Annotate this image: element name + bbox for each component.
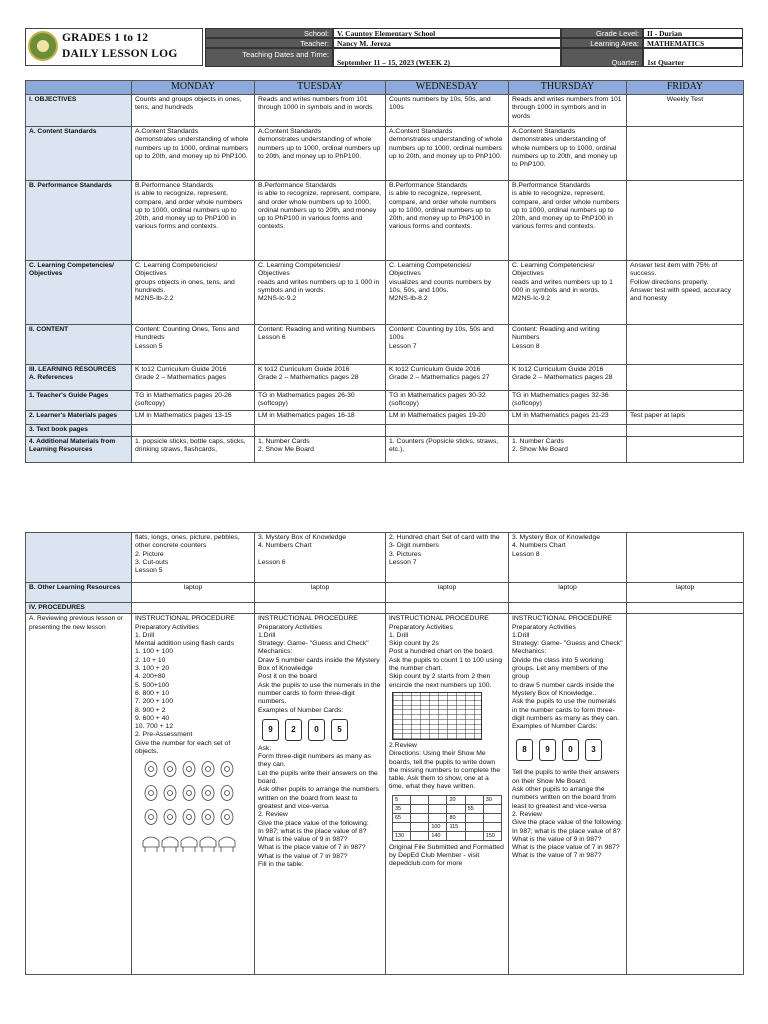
- mini-table-cell: [483, 813, 501, 822]
- mini-table-cell: 5: [393, 795, 411, 804]
- cell-thursday: A.Content Standards demonstrates understanding of whole numbers up to 1000, ordinal numbers up to 20th, and money up to PhP100.: [509, 127, 627, 181]
- mini-table-cell: [483, 822, 501, 831]
- cell-wednesday: LM in Mathematics pages 19-20: [386, 410, 509, 424]
- counting-object-shape: [183, 762, 195, 777]
- lesson-log-table-objectives: [25, 80, 744, 463]
- mini-table-cell: [465, 795, 483, 804]
- cell-friday: [627, 391, 744, 411]
- counting-object-shape: [164, 810, 176, 825]
- counting-object-shape: [164, 786, 176, 801]
- deped-seal-icon: [28, 31, 58, 61]
- counting-object-shape: [168, 791, 173, 796]
- cell-tuesday: TG in Mathematics pages 26-30 (softcopy): [255, 391, 386, 411]
- cell-wednesday: TG in Mathematics pages 30-32 (softcopy): [386, 391, 509, 411]
- mini-table-cell: 65: [393, 813, 411, 822]
- table-row: [26, 325, 744, 365]
- review-friday: [627, 614, 744, 975]
- table-row: [26, 95, 744, 127]
- materials-cont-monday: flats, longs, ones, picture, pebbles, other concrete counters 2. Picture 3. Cut-outs Lesson 5: [132, 533, 255, 583]
- table-row: [26, 391, 744, 411]
- table-row: [26, 365, 744, 391]
- counting-object-shape: [187, 815, 192, 820]
- mini-table-cell: [411, 804, 429, 813]
- review-wednesday-credit: Original File Submitted and Formatted by DepEd Club Member - visit depedclub.com for more: [389, 843, 504, 868]
- number-card: 0: [308, 719, 325, 741]
- counting-object-shape: [225, 815, 230, 820]
- table-row: [26, 127, 744, 181]
- cell-wednesday: A.Content Standards demonstrates understanding of whole numbers up to 1000, ordinal numbers up to 20th, and money up to PhP100.: [386, 127, 509, 181]
- mini-table-cell: 130: [393, 831, 411, 840]
- table-row: [26, 424, 744, 436]
- cell-friday: [627, 365, 744, 391]
- mini-table-cell: 20: [447, 795, 465, 804]
- log-title-grades: GRADES 1 to 12: [62, 32, 149, 44]
- mini-table-cell: [429, 813, 447, 822]
- cell-friday: [627, 325, 744, 365]
- cell-wednesday: Content: Counting by 10s, 50s and 100s Lesson 7: [386, 325, 509, 365]
- review-monday-text: INSTRUCTIONAL PROCEDURE Preparatory Activities 1. Drill Mental addition using flash cards 1. 100 + 100 2. 10 + 10 3. 100 + 20 4. 200+80 5. 500+100 6. 800 + 10 7. 200 + 100 8. 900 + 2 9. 600 + 40 10. 700 + 12 2. Pre-Assessment Give the number for each set of objects.: [135, 615, 235, 756]
- cell-friday: [627, 436, 744, 462]
- row-label-reviewing: A. Reviewing previous lesson or presenting the new lesson: [26, 614, 132, 975]
- cell-monday: LM in Mathematics pages 13-15: [132, 410, 255, 424]
- cell-thursday: TG in Mathematics pages 32-36 (softcopy): [509, 391, 627, 411]
- grade-level-value: II - Durian: [643, 28, 743, 38]
- review-wednesday-text-a: INSTRUCTIONAL PROCEDURE Preparatory Activities 1. Drill Skip count by 2s Post a hundred chart on the board. Ask the pupils to count 1 to 100 using the number chart. Skip count by 2 starts from 2 then encircle the next numbers up 100.: [389, 615, 502, 689]
- table-row: [26, 603, 744, 614]
- grade-level-label: Grade Level:: [561, 28, 643, 38]
- row-label: A. Content Standards: [26, 127, 132, 181]
- cell-monday: Counts and groups objects in ones, tens, and hundreds: [132, 95, 255, 127]
- review-thursday-text-a: INSTRUCTIONAL PROCEDURE Preparatory Activities 1.Drill Strategy: Game- "Guess and Check" Mechanics: Divide the class into 5 working groups. Let any members of the group to draw 5 number cards inside the Mystery Box of Knowledge.. Ask the pupils to use the numerals in the number cards to form three- digit numbers as many as they can. Examples of Number Cards:: [512, 615, 623, 731]
- procedures-tuesday: [255, 603, 386, 614]
- row-label: 2. Learner's Materials pages: [26, 410, 132, 424]
- animal-shape: [162, 837, 178, 852]
- cell-tuesday: K to12 Curriculum Guide 2016 Grade 2 – Mathematics pages 28: [255, 365, 386, 391]
- review-thursday: [509, 614, 627, 975]
- cell-friday: Weekly Test: [627, 95, 744, 127]
- other-resources-monday: laptop: [132, 583, 255, 603]
- counting-object-shape: [145, 762, 157, 777]
- counting-object-shape: [206, 815, 211, 820]
- mini-table-cell: [429, 795, 447, 804]
- procedures-wednesday: [386, 603, 509, 614]
- cell-thursday: C. Learning Competencies/ Objectives reads and writes numbers up to 1 000 in symbols and in words. M2NS-Ic-9.2: [509, 261, 627, 325]
- row-label-other-resources: B. Other Learning Resources: [26, 583, 132, 603]
- mini-table-cell: [411, 822, 429, 831]
- cell-monday: A.Content Standards demonstrates understanding of whole numbers up to 1000, ordinal numbers up to 20th, and money up to PhP100.: [132, 127, 255, 181]
- review-tuesday-text-b: Ask: Form three-digit numbers as many as they can. Let the pupils write their answers on the board. Ask other pupils to arrange the numbers written on the board from least to greatest and vice-versa 2. Review Give the place value of the following: In 987; what is the place value of 8? What is the value of 9 in 987? What is the place value of 7 in 987? What is the value of 7 in 987? Fill in the table:: [258, 744, 379, 869]
- mini-table-cell: [429, 804, 447, 813]
- table-row: [26, 614, 744, 975]
- cell-wednesday: 1. Counters (Popsicle sticks, straws, etc.),: [386, 436, 509, 462]
- cell-tuesday: LM in Mathematics pages 16-18: [255, 410, 386, 424]
- counting-object-shape: [183, 786, 195, 801]
- number-card: 2: [285, 719, 302, 741]
- number-card: 5: [331, 719, 348, 741]
- cell-wednesday: Counts numbers by 10s, 50s, and 100s: [386, 95, 509, 127]
- animal-shape: [200, 837, 216, 852]
- counting-object-shape: [225, 791, 230, 796]
- header-info-grid: [205, 28, 743, 67]
- counting-object-shape: [221, 810, 233, 825]
- cell-thursday: B.Performance Standards is able to recognize, represent, compare, and order whole numbers up to 1000, ordinal numbers up to 20th, and money up to PhP100 in various forms and contexts.: [509, 181, 627, 261]
- mini-table-cell: 100: [429, 822, 447, 831]
- review-wednesday: [386, 614, 509, 975]
- dates-value: September 11 – 15, 2023 (WEEK 2): [333, 48, 561, 67]
- row-label: II. CONTENT: [26, 325, 132, 365]
- mini-table-cell: [447, 831, 465, 840]
- row-label: I. OBJECTIVES: [26, 95, 132, 127]
- dates-label: Teaching Dates and Time:: [205, 48, 333, 67]
- table-row: [26, 436, 744, 462]
- lesson-log-header: [25, 28, 743, 78]
- teacher-value: Nancy M. Jereza: [333, 38, 561, 48]
- counting-object-shape: [145, 810, 157, 825]
- counting-object-shape: [225, 767, 230, 772]
- cell-tuesday: Reads and writes numbers from 101 through 1000 in symbols and in words: [255, 95, 386, 127]
- row-label-materials-cont: [26, 533, 132, 583]
- mini-table-row: [393, 831, 502, 840]
- review-tuesday: [255, 614, 386, 975]
- procedures-thursday: [509, 603, 627, 614]
- cell-friday: [627, 181, 744, 261]
- table-row: [26, 410, 744, 424]
- mini-table-cell: 35: [393, 804, 411, 813]
- mini-table-row: [393, 822, 502, 831]
- review-monday: [132, 614, 255, 975]
- cell-monday: 1. popsicle sticks, bottle caps, sticks, drinking straws, flashcards,: [132, 436, 255, 462]
- cell-thursday: LM in Mathematics pages 21-23: [509, 410, 627, 424]
- cell-wednesday: [386, 424, 509, 436]
- counting-object-shape: [183, 810, 195, 825]
- cell-friday: [627, 424, 744, 436]
- day-header-thursday: THURSDAY: [509, 81, 627, 95]
- other-resources-friday: laptop: [627, 583, 744, 603]
- cell-monday: B.Performance Standards is able to recognize, represent, compare, and order whole numbers up to 1000, ordinal numbers up to 20th, and money up to PhP100 in various forms and contexts.: [132, 181, 255, 261]
- counting-object-shape: [206, 791, 211, 796]
- objectives-table-body: [26, 95, 744, 463]
- mini-table-cell: [465, 831, 483, 840]
- counting-objects-illustration: [137, 759, 249, 857]
- table-row: [26, 533, 744, 583]
- mini-table-cell: 115: [447, 822, 465, 831]
- row-label-procedures: IV. PROCEDURES: [26, 603, 132, 614]
- learning-area-value: MATHEMATICS: [643, 38, 743, 48]
- mini-table-cell: 80: [447, 813, 465, 822]
- animal-shape: [181, 837, 197, 852]
- number-card: 9: [539, 739, 556, 761]
- other-resources-wednesday: laptop: [386, 583, 509, 603]
- cell-tuesday: 1. Number Cards 2. Show Me Board: [255, 436, 386, 462]
- cell-wednesday: B.Performance Standards is able to recognize, represent, compare, and order whole numbers up to 1000, ordinal numbers up to 20th, and money up to PhP100 in various forms and contexts.: [386, 181, 509, 261]
- log-title-daily: DAILY LESSON LOG: [62, 48, 178, 60]
- row-label: B. Performance Standards: [26, 181, 132, 261]
- counting-object-shape: [221, 786, 233, 801]
- cell-thursday: Content: Reading and writing Numbers Lesson 8: [509, 325, 627, 365]
- review-thursday-text-b: Tell the pupils to write their answers on their Show Me Board. Ask other pupils to arrange the numbers written on the board from least to greatest and vice-versa 2. Review Give the place value of the following: In 987; what is the place value of 8? What is the value of 9 in 987? What is the place value of 7 in 987? What is the value of 7 in 987?: [512, 769, 623, 860]
- procedures-monday: [132, 603, 255, 614]
- materials-cont-tuesday: 3. Mystery Box of Knowledge 4. Numbers Chart Lesson 6: [255, 533, 386, 583]
- mini-table-cell: [411, 831, 429, 840]
- mini-table-cell: 30: [483, 795, 501, 804]
- other-resources-thursday: laptop: [509, 583, 627, 603]
- mini-table-cell: [465, 813, 483, 822]
- counting-object-shape: [149, 791, 154, 796]
- cell-tuesday: [255, 424, 386, 436]
- cell-tuesday: Content: Reading and writing Numbers Lesson 6: [255, 325, 386, 365]
- counting-object-shape: [145, 786, 157, 801]
- cell-thursday: K to12 Curriculum Guide 2016 Grade 2 – Mathematics pages 28: [509, 365, 627, 391]
- materials-cont-wednesday: 2. Hundred chart Set of card with the 3- Digit numbers 3. Pictures Lesson 7: [386, 533, 509, 583]
- missing-numbers-table: [392, 795, 502, 841]
- cell-friday: Test paper at lapis: [627, 410, 744, 424]
- learning-area-label: Learning Area:: [561, 38, 643, 48]
- day-header-friday: FRIDAY: [627, 81, 744, 95]
- cell-tuesday: C. Learning Competencies/ Objectives reads and writes numbers up to 1 000 in symbols and in words. M2NS-Ic-9.2: [255, 261, 386, 325]
- row-label: 1. Teacher's Guide Pages: [26, 391, 132, 411]
- quarter-label: Quarter:: [561, 48, 643, 67]
- cell-wednesday: K to12 Curriculum Guide 2016 Grade 2 – Mathematics pages 27: [386, 365, 509, 391]
- review-wednesday-text-b: 2.Review Directions: Using their Show Me boards, tell the pupils to write down the missing numbers to complete the table. Ask them to show, one at a time, what they have written.: [389, 741, 501, 791]
- mini-table-row: [393, 795, 502, 804]
- table-row: [26, 261, 744, 325]
- counting-object-shape: [221, 762, 233, 777]
- cell-monday: C. Learning Competencies/ Objectives groups objects in ones, tens, and hundreds. M2NS-Ib-2.2: [132, 261, 255, 325]
- row-label: III. LEARNING RESOURCES A. References: [26, 365, 132, 391]
- row-label: 3. Text book pages: [26, 424, 132, 436]
- mini-table-cell: [393, 822, 411, 831]
- counting-object-shape: [202, 810, 214, 825]
- procedures-friday: [627, 603, 744, 614]
- materials-cont-thursday: 3. Mystery Box of Knowledge 4. Numbers Chart Lesson 8: [509, 533, 627, 583]
- number-card: 8: [516, 739, 533, 761]
- mini-table-cell: [483, 804, 501, 813]
- row-label: C. Learning Competencies/ Objectives: [26, 261, 132, 325]
- cell-friday: Answer test item with 75% of success. Follow directions properly. Answer test with speed, accuracy and honesty: [627, 261, 744, 325]
- animal-shape: [219, 837, 235, 852]
- counting-object-shape: [187, 791, 192, 796]
- hundred-chart-image: [392, 692, 482, 740]
- counting-object-shape: [149, 767, 154, 772]
- other-resources-tuesday: laptop: [255, 583, 386, 603]
- school-label: School:: [205, 28, 333, 38]
- counting-object-shape: [164, 762, 176, 777]
- mini-table-cell: [447, 804, 465, 813]
- counting-object-shape: [149, 815, 154, 820]
- review-tuesday-text-a: INSTRUCTIONAL PROCEDURE Preparatory Activities 1.Drill Strategy: Game- "Guess and Check" Mechanics: Draw 5 number cards inside the Mystery Box of Knowledge Post it on the board Ask the pupils to use the numerals in the number cards to form three-digit numbers. Examples of Number Cards:: [258, 615, 381, 714]
- number-card: 9: [262, 719, 279, 741]
- mini-table-cell: [411, 795, 429, 804]
- mini-table-cell: 140: [429, 831, 447, 840]
- row-label: 4. Additional Materials from Learning Resources: [26, 436, 132, 462]
- number-card: 0: [562, 739, 579, 761]
- counting-object-shape: [168, 767, 173, 772]
- cell-tuesday: A.Content Standards demonstrates understanding of whole numbers up to 1000, ordinal numbers up to 20th, and money up to PhP100.: [255, 127, 386, 181]
- lesson-log-table-procedures: [25, 532, 744, 975]
- cell-wednesday: C. Learning Competencies/ Objectives visualizes and counts numbers by 10s, 50s, and 100s. M2NS-Ib-8.2: [386, 261, 509, 325]
- mini-table-cell: 55: [465, 804, 483, 813]
- cell-thursday: Reads and writes numbers from 101 through 1000 in symbols and in words: [509, 95, 627, 127]
- cell-friday: [627, 127, 744, 181]
- cell-monday: Content: Counting Ones, Tens and Hundreds Lesson 5: [132, 325, 255, 365]
- mini-table-cell: [465, 822, 483, 831]
- day-header-tuesday: TUESDAY: [255, 81, 386, 95]
- cell-tuesday: B.Performance Standards is able to recognize, represent, compare, and order whole numbers up to 1000, ordinal numbers up to 20th, and money up to PhP100 in various forms and contexts.: [255, 181, 386, 261]
- number-cards-thursday: [516, 739, 623, 761]
- logo-box: [25, 28, 203, 66]
- materials-cont-friday: [627, 533, 744, 583]
- number-card: 3: [585, 739, 602, 761]
- number-cards-tuesday: [262, 719, 382, 741]
- cell-thursday: 1. Number Cards 2. Show Me Board: [509, 436, 627, 462]
- counting-object-shape: [206, 767, 211, 772]
- school-value: V. Cauntoy Elementary School: [333, 28, 561, 38]
- day-header-wednesday: WEDNESDAY: [386, 81, 509, 95]
- table-row: [26, 583, 744, 603]
- cell-monday: [132, 424, 255, 436]
- mini-table-cell: 150: [483, 831, 501, 840]
- quarter-value: 1st Quarter: [643, 48, 743, 67]
- corner-header: [26, 81, 132, 95]
- counting-object-shape: [168, 815, 173, 820]
- teacher-label: Teacher:: [205, 38, 333, 48]
- day-header-monday: MONDAY: [132, 81, 255, 95]
- table-row: [26, 181, 744, 261]
- counting-object-shape: [202, 786, 214, 801]
- animal-shape: [143, 837, 159, 852]
- mini-table-cell: [411, 813, 429, 822]
- cell-monday: TG in Mathematics pages 20-26 (softcopy): [132, 391, 255, 411]
- cell-thursday: [509, 424, 627, 436]
- mini-table-row: [393, 813, 502, 822]
- cell-monday: K to12 Curriculum Guide 2016 Grade 2 – Mathematics pages: [132, 365, 255, 391]
- counting-object-shape: [202, 762, 214, 777]
- counting-object-shape: [187, 767, 192, 772]
- mini-table-row: [393, 804, 502, 813]
